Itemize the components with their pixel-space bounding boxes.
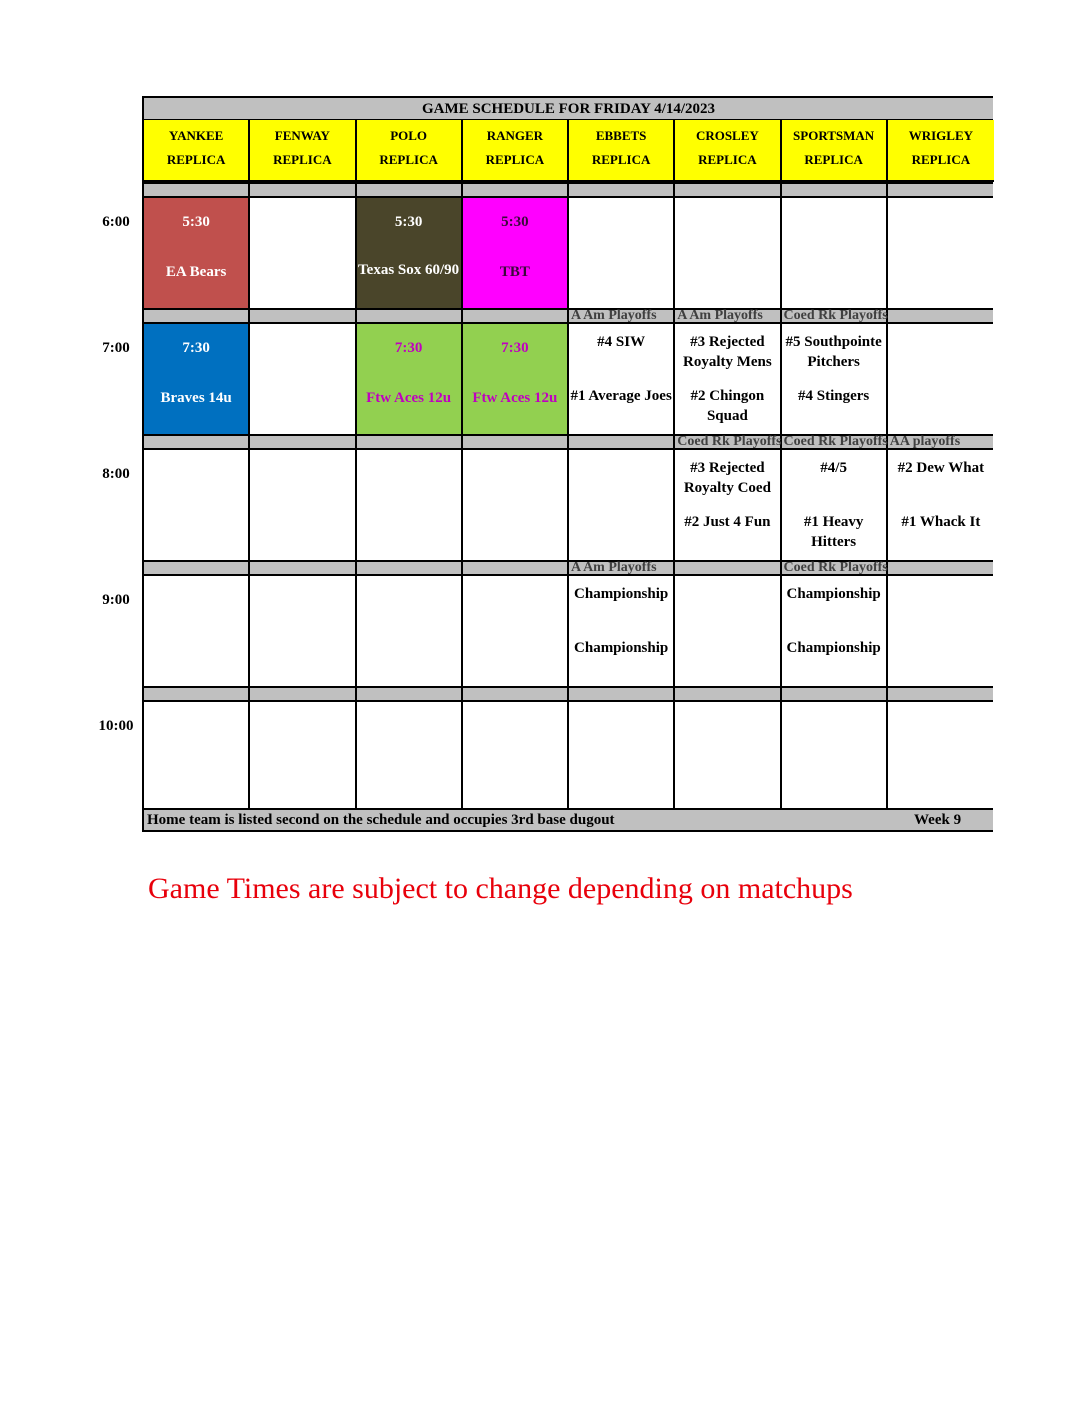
field-name: YANKEE xyxy=(168,128,224,143)
field-name: WRIGLEY xyxy=(908,128,974,143)
separator-cell xyxy=(569,688,675,700)
game-slot xyxy=(675,198,781,308)
game-slot xyxy=(782,702,888,812)
game-slot xyxy=(357,324,463,434)
time-label: 10:00 xyxy=(98,718,134,734)
division-label: Coed Rk Playoffs xyxy=(677,434,782,449)
separator-cell xyxy=(463,184,569,196)
game-slot xyxy=(782,198,888,308)
separator-cell xyxy=(675,562,781,574)
team-name: Ftw Aces 12u xyxy=(472,390,558,406)
game-slot xyxy=(250,576,356,686)
game-slot xyxy=(569,576,675,686)
field-subtitle: REPLICA xyxy=(485,152,545,167)
time-label: 9:00 xyxy=(102,592,130,608)
home-team: #4 Stingers xyxy=(798,388,870,404)
separator-cell xyxy=(463,310,569,322)
division-label: A Am Playoffs xyxy=(571,560,657,575)
game-slot xyxy=(144,198,250,308)
field-header-ranger xyxy=(463,120,569,182)
game-slot xyxy=(782,450,888,560)
separator-cell xyxy=(144,184,250,196)
field-header-polo xyxy=(357,120,463,182)
separator-cell xyxy=(144,436,250,448)
schedule-title: GAME SCHEDULE FOR FRIDAY 4/14/2023 xyxy=(144,98,993,120)
game-slot xyxy=(357,576,463,686)
separator-cell xyxy=(250,688,356,700)
separator-cell xyxy=(357,184,463,196)
separator-band xyxy=(144,560,993,576)
game-slot xyxy=(463,702,569,812)
game-slot xyxy=(569,198,675,308)
game-slot xyxy=(144,450,250,560)
separator-band xyxy=(144,686,993,702)
schedule-table xyxy=(142,96,993,832)
separator-cell xyxy=(782,688,888,700)
separator-cell xyxy=(463,436,569,448)
separator-cell xyxy=(144,310,250,322)
home-team: Championship xyxy=(786,640,881,656)
home-team: #1 Average Joes xyxy=(570,388,672,404)
field-name: EBBETS xyxy=(595,128,647,143)
field-subtitle: REPLICA xyxy=(379,152,438,167)
separator-cell xyxy=(250,310,356,322)
game-slot xyxy=(144,702,250,812)
game-slot xyxy=(675,702,781,812)
away-team: Championship xyxy=(786,586,881,602)
game-time: 7:30 xyxy=(182,340,210,356)
game-slot xyxy=(463,198,569,308)
separator-cell xyxy=(250,184,356,196)
time-label: 7:00 xyxy=(102,340,130,356)
separator-cell xyxy=(250,436,356,448)
game-slot xyxy=(463,576,569,686)
field-subtitle: REPLICA xyxy=(698,152,757,167)
division-label: Coed Rk Playoffs xyxy=(783,308,888,323)
game-slot xyxy=(569,324,675,434)
field-subtitle: REPLICA xyxy=(804,152,863,167)
field-name: FENWAY xyxy=(274,128,330,143)
separator-cell xyxy=(782,184,888,196)
field-subtitle: REPLICA xyxy=(273,152,332,167)
home-team: Championship xyxy=(574,640,669,656)
separator-cell xyxy=(463,562,569,574)
game-slot xyxy=(675,324,781,434)
separator-cell xyxy=(569,184,675,196)
home-team: #1 Heavy Hitters xyxy=(803,514,864,550)
field-header-crosley xyxy=(675,120,781,182)
game-time: 7:30 xyxy=(501,340,529,356)
separator-cell xyxy=(569,436,675,448)
separator-cell xyxy=(888,184,992,196)
game-slot xyxy=(463,450,569,560)
game-slot xyxy=(782,576,888,686)
separator-cell xyxy=(357,436,463,448)
separator-cell xyxy=(888,310,992,322)
field-name: POLO xyxy=(390,128,428,143)
division-label: AA playoffs xyxy=(889,434,961,449)
week-label: Week 9 xyxy=(914,812,962,828)
game-time: 5:30 xyxy=(182,214,210,230)
separator-cell xyxy=(144,688,250,700)
game-slot xyxy=(569,702,675,812)
division-label: A Am Playoffs xyxy=(571,308,657,323)
team-name: Braves 14u xyxy=(160,390,232,406)
field-subtitle: REPLICA xyxy=(591,152,651,167)
time-label: 8:00 xyxy=(102,466,130,482)
separator-band xyxy=(144,434,993,450)
separator-cell xyxy=(144,562,250,574)
game-slot xyxy=(144,324,250,434)
game-slot xyxy=(357,702,463,812)
field-header-fenway xyxy=(250,120,356,182)
separator-cell xyxy=(888,562,992,574)
game-slot xyxy=(250,198,356,308)
disclaimer-text: Game Times are subject to change depending on matchups xyxy=(148,872,853,905)
game-slot xyxy=(675,450,781,560)
away-team: #3 Rejected Royalty Coed xyxy=(683,460,771,496)
game-slot xyxy=(888,450,994,560)
away-team: #3 Rejected Royalty Mens xyxy=(683,334,772,370)
schedule-footer xyxy=(144,808,993,830)
separator-cell xyxy=(357,310,463,322)
separator-cell xyxy=(888,688,992,700)
team-name: Ftw Aces 12u xyxy=(366,390,452,406)
game-slot xyxy=(357,450,463,560)
separator-band xyxy=(144,308,993,324)
team-name: Texas Sox 60/90 xyxy=(358,262,460,278)
separator-cell xyxy=(357,688,463,700)
separator-cell xyxy=(357,562,463,574)
away-team: Championship xyxy=(574,586,669,602)
game-slot xyxy=(675,576,781,686)
team-name: TBT xyxy=(499,264,530,280)
field-header-sportsman xyxy=(782,120,888,182)
time-label: 6:00 xyxy=(102,214,130,230)
game-time: 5:30 xyxy=(394,214,423,230)
field-header-ebbets xyxy=(569,120,675,182)
game-slot xyxy=(888,576,994,686)
field-name: RANGER xyxy=(486,128,544,143)
game-time: 7:30 xyxy=(394,340,423,356)
game-slot xyxy=(888,702,994,812)
game-slot xyxy=(888,324,994,434)
home-team: #2 Chingon Squad xyxy=(690,388,765,424)
separator-band xyxy=(144,182,993,198)
game-slot xyxy=(782,324,888,434)
division-label: Coed Rk Playoffs xyxy=(783,434,888,449)
team-name: EA Bears xyxy=(165,264,227,280)
division-label: Coed Rk Playoffs xyxy=(783,560,888,575)
game-slot xyxy=(569,450,675,560)
field-header-wrigley xyxy=(888,120,994,182)
game-slot xyxy=(144,576,250,686)
division-label: A Am Playoffs xyxy=(677,308,763,323)
home-team: #1 Whack It xyxy=(901,514,981,530)
field-subtitle: REPLICA xyxy=(911,152,971,167)
away-team: #4 SIW xyxy=(597,334,646,350)
game-slot xyxy=(463,324,569,434)
field-name: CROSLEY xyxy=(695,128,759,143)
separator-cell xyxy=(675,184,781,196)
away-team: #2 Dew What xyxy=(897,460,985,476)
away-team: #4/5 xyxy=(820,460,847,476)
separator-cell xyxy=(675,688,781,700)
field-header-yankee xyxy=(144,120,250,182)
field-name: SPORTSMAN xyxy=(793,128,875,143)
home-team-note: Home team is listed second on the schedule and occupies 3rd base dugout xyxy=(147,812,615,828)
game-slot xyxy=(250,450,356,560)
separator-cell xyxy=(463,688,569,700)
game-slot xyxy=(357,198,463,308)
field-subtitle: REPLICA xyxy=(166,152,226,167)
game-slot xyxy=(250,702,356,812)
home-team: #2 Just 4 Fun xyxy=(684,514,771,530)
game-slot xyxy=(250,324,356,434)
separator-cell xyxy=(250,562,356,574)
away-team: #5 Southpointe Pitchers xyxy=(785,334,882,370)
game-slot xyxy=(888,198,994,308)
game-time: 5:30 xyxy=(501,214,529,230)
